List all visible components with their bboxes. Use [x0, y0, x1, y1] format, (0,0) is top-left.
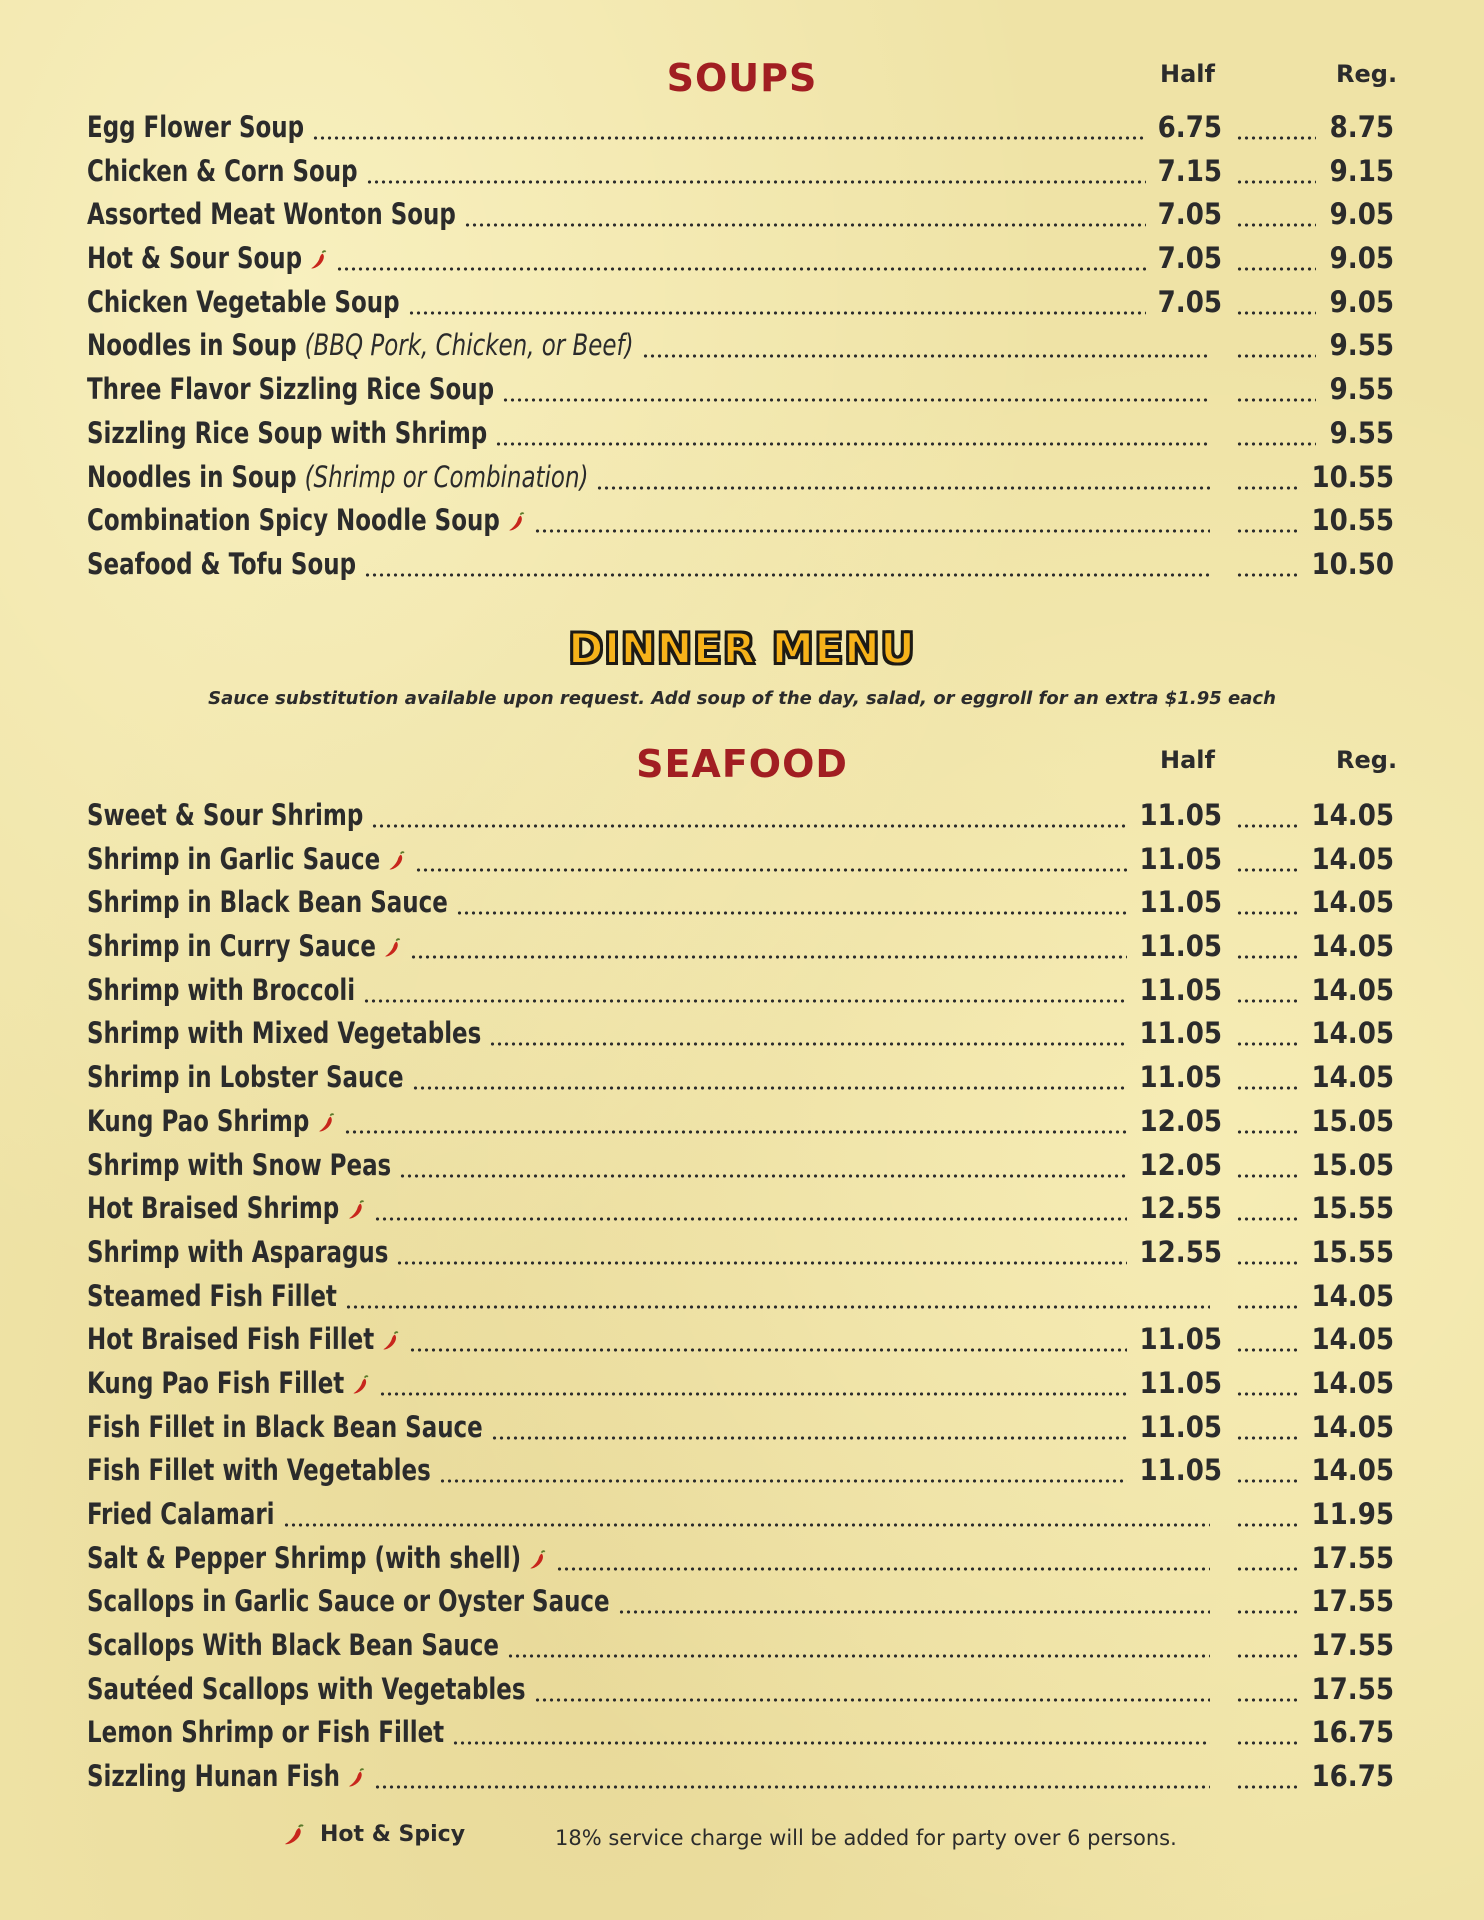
price-half: 7.05	[1157, 197, 1222, 232]
price-half: 12.05	[1139, 1103, 1222, 1138]
menu-item-name	[87, 1453, 431, 1487]
dot-leader	[596, 486, 1210, 490]
chili-pepper-icon	[381, 1330, 400, 1352]
soups-half-header: Half	[1160, 60, 1215, 88]
menu-item	[0, 412, 1484, 456]
menu-item-options: (Shrimp or Combination)	[304, 459, 589, 494]
seafood-title: SEAFOOD	[636, 742, 848, 786]
soups-title: SOUPS	[666, 56, 818, 100]
menu-item-title: Combination Spicy Noodle Soup	[87, 503, 500, 538]
menu-item	[0, 324, 1484, 368]
menu-item	[0, 1755, 1484, 1799]
price-reg: 14.05	[1311, 1278, 1394, 1313]
dot-leader	[1236, 311, 1316, 315]
price-reg: 14.05	[1311, 1322, 1394, 1357]
menu-item-title: Shrimp in Garlic Sauce	[87, 841, 381, 876]
price-half: 11.05	[1139, 1365, 1222, 1400]
menu-item	[0, 456, 1484, 500]
dot-leader	[439, 1479, 1128, 1483]
dot-leader	[1236, 180, 1316, 184]
chili-pepper-icon	[309, 249, 328, 271]
price-half: 12.55	[1139, 1234, 1222, 1269]
menu-item-title: Noodles in Soup	[87, 459, 297, 494]
menu-item-name	[87, 372, 494, 406]
dot-leader	[534, 1698, 1210, 1702]
menu-item	[0, 1318, 1484, 1362]
dot-leader	[1236, 223, 1316, 227]
dot-leader	[1236, 1610, 1297, 1614]
dot-leader	[495, 442, 1210, 446]
price-reg: 9.05	[1329, 197, 1394, 232]
price-reg: 14.05	[1311, 929, 1394, 964]
menu-item-title: Hot & Sour Soup	[87, 241, 303, 276]
menu-item	[0, 1406, 1484, 1450]
spicy-legend-label: Hot & Spicy	[320, 1822, 466, 1847]
menu-item-title: Lemon Shrimp or Fish Fillet	[87, 1715, 445, 1750]
menu-item	[0, 1362, 1484, 1406]
dot-leader	[1236, 1436, 1297, 1440]
dot-leader	[374, 1785, 1210, 1789]
dot-leader	[1236, 1217, 1297, 1221]
price-half: 11.05	[1139, 929, 1222, 964]
dot-leader	[1236, 1741, 1297, 1745]
dot-leader	[1236, 1567, 1297, 1571]
price-reg: 15.05	[1311, 1103, 1394, 1138]
menu-item-name	[87, 842, 407, 876]
price-reg: 10.55	[1311, 459, 1394, 494]
price-reg: 11.95	[1311, 1497, 1394, 1531]
menu-item-title: Steamed Fish Fillet	[87, 1278, 337, 1313]
menu-item	[0, 237, 1484, 281]
menu-item-name	[87, 1497, 275, 1531]
dot-leader	[409, 1348, 1128, 1352]
menu-item	[0, 1100, 1484, 1144]
menu-item-name	[87, 1279, 337, 1313]
dot-leader	[283, 1523, 1210, 1527]
dot-leader	[1236, 1479, 1297, 1483]
dot-leader	[345, 1305, 1210, 1309]
menu-item-title: Shrimp with Broccoli	[87, 972, 356, 1007]
menu-item	[0, 1275, 1484, 1319]
menu-item	[0, 1012, 1484, 1056]
dot-leader	[371, 824, 1127, 828]
dot-leader	[336, 267, 1145, 271]
menu-item	[0, 106, 1484, 150]
menu-item-name	[87, 460, 588, 494]
seafood-list	[0, 794, 1484, 1799]
menu-item	[0, 150, 1484, 194]
menu-item	[0, 881, 1484, 925]
dot-leader	[374, 1217, 1128, 1221]
dot-leader	[399, 1174, 1127, 1178]
price-reg: 9.05	[1329, 241, 1394, 276]
dot-leader	[364, 573, 1210, 577]
dot-leader	[1236, 1392, 1297, 1396]
dot-leader	[312, 136, 1146, 140]
price-reg: 14.05	[1311, 1016, 1394, 1051]
price-reg: 9.55	[1329, 372, 1394, 407]
chili-pepper-icon	[507, 511, 526, 533]
price-reg: 10.55	[1311, 503, 1394, 538]
menu-item-name	[87, 328, 634, 362]
menu-item-title: Assorted Meat Wonton Soup	[87, 197, 456, 232]
menu-item-name	[87, 547, 356, 581]
menu-item-title: Scallops With Black Bean Sauce	[87, 1628, 499, 1663]
menu-item	[0, 281, 1484, 325]
chili-pepper-icon	[383, 937, 402, 959]
menu-item-title: Kung Pao Shrimp	[87, 1103, 310, 1138]
service-charge-note: 18% service charge will be added for party over 6 persons.	[555, 1826, 1177, 1850]
menu-item	[0, 1187, 1484, 1231]
dot-leader	[456, 911, 1128, 915]
menu-item-name	[87, 1191, 366, 1225]
menu-item-name	[87, 154, 358, 188]
dot-leader	[556, 1567, 1210, 1571]
menu-item-name	[87, 929, 402, 963]
menu-item-title: Shrimp with Snow Peas	[87, 1147, 392, 1182]
price-reg: 15.55	[1311, 1234, 1394, 1269]
soups-reg-header: Reg.	[1336, 60, 1398, 88]
menu-item-title: Fish Fillet with Vegetables	[87, 1453, 431, 1488]
menu-item	[0, 499, 1484, 543]
dot-leader	[410, 955, 1127, 959]
dot-leader	[408, 311, 1146, 315]
dot-leader	[464, 223, 1146, 227]
menu-item-title: Hot Braised Shrimp	[87, 1191, 340, 1226]
menu-item-name	[87, 973, 355, 1007]
dot-leader	[396, 1261, 1127, 1265]
menu-item-name	[87, 503, 526, 537]
price-half: 7.05	[1157, 284, 1222, 319]
price-reg: 16.75	[1311, 1715, 1394, 1750]
menu-item-name	[87, 1016, 481, 1050]
menu-item-name	[87, 1148, 391, 1182]
dot-leader	[1236, 136, 1316, 140]
price-reg: 14.05	[1311, 798, 1394, 832]
dot-leader	[489, 1042, 1127, 1046]
menu-item-title: Fried Calamari	[87, 1497, 275, 1531]
menu-item	[0, 1231, 1484, 1275]
menu-item-title: Scallops in Garlic Sauce or Oyster Sauce	[87, 1584, 610, 1619]
menu-item	[0, 1624, 1484, 1668]
dot-leader	[379, 1392, 1128, 1396]
menu-item-name	[87, 1715, 444, 1749]
price-half: 11.05	[1139, 1016, 1222, 1051]
price-half: 7.15	[1157, 153, 1222, 188]
menu-item-title: Sizzling Rice Soup with Shrimp	[87, 415, 488, 450]
price-reg: 14.05	[1311, 972, 1394, 1007]
price-reg: 17.55	[1311, 1628, 1394, 1663]
dot-leader	[452, 1741, 1210, 1745]
price-reg: 9.55	[1329, 328, 1394, 363]
menu-item	[0, 1711, 1484, 1755]
dot-leader	[1236, 868, 1297, 872]
menu-item-title: Hot Braised Fish Fillet	[87, 1322, 375, 1357]
price-reg: 14.05	[1311, 885, 1394, 920]
price-half: 11.05	[1139, 1409, 1222, 1444]
menu-item-options: (BBQ Pork, Chicken, or Beef)	[304, 328, 634, 363]
menu-item-name	[87, 1584, 610, 1618]
menu-item-title: Shrimp in Black Bean Sauce	[87, 885, 448, 920]
menu-item-title: Three Flavor Sizzling Rice Soup	[87, 372, 494, 407]
menu-item	[0, 925, 1484, 969]
dot-leader	[1236, 486, 1297, 490]
menu-item-name	[87, 1366, 371, 1400]
dot-leader	[1236, 398, 1316, 402]
price-half: 12.05	[1139, 1147, 1222, 1182]
menu-item-title: Salt & Pepper Shrimp (with shell)	[87, 1540, 522, 1575]
menu-item-title: Shrimp in Lobster Sauce	[87, 1060, 404, 1095]
menu-item-name	[87, 285, 400, 319]
dinner-menu-title: DINNER MENU	[568, 624, 916, 673]
price-reg: 9.05	[1329, 284, 1394, 319]
price-half: 11.05	[1139, 841, 1222, 876]
menu-item-title: Fish Fillet in Black Bean Sauce	[87, 1409, 483, 1444]
price-half: 11.05	[1139, 798, 1222, 832]
dot-leader	[412, 1086, 1128, 1090]
price-half: 11.05	[1139, 1322, 1222, 1357]
dot-leader	[1236, 1698, 1297, 1702]
menu-item	[0, 1144, 1484, 1188]
dot-leader	[1236, 955, 1297, 959]
chili-pepper-icon	[347, 1767, 366, 1789]
menu-item-name	[87, 1628, 499, 1662]
price-reg: 10.50	[1311, 546, 1394, 581]
menu-item	[0, 1580, 1484, 1624]
dot-leader	[415, 868, 1128, 872]
menu-item-name	[87, 1235, 388, 1269]
dot-leader	[366, 180, 1146, 184]
menu-item	[0, 794, 1484, 838]
price-half: 11.05	[1139, 1453, 1222, 1488]
chili-pepper-icon	[346, 1199, 365, 1221]
menu-item	[0, 1449, 1484, 1493]
dot-leader	[1236, 1261, 1297, 1265]
dot-leader	[344, 1130, 1128, 1134]
dot-leader	[1236, 529, 1297, 533]
menu-item	[0, 193, 1484, 237]
seafood-half-header: Half	[1160, 746, 1215, 774]
menu-item	[0, 1493, 1484, 1537]
chili-pepper-icon	[387, 850, 406, 872]
menu-item-title: Shrimp with Mixed Vegetables	[87, 1016, 482, 1051]
menu-item-title: Sautéed Scallops with Vegetables	[87, 1671, 526, 1706]
dot-leader	[1236, 1523, 1297, 1527]
chili-pepper-icon	[316, 1112, 335, 1134]
price-half: 6.75	[1157, 110, 1222, 144]
price-half: 7.05	[1157, 241, 1222, 276]
dot-leader	[618, 1610, 1210, 1614]
menu-item	[0, 838, 1484, 882]
menu-item-name	[87, 197, 456, 231]
dot-leader	[1236, 573, 1297, 577]
dot-leader	[1236, 911, 1297, 915]
menu-item	[0, 368, 1484, 412]
menu-item	[0, 1668, 1484, 1712]
menu-item-name	[87, 1541, 548, 1575]
dot-leader	[1236, 1174, 1297, 1178]
soups-list	[0, 106, 1484, 587]
menu-item-title: Sizzling Hunan Fish	[87, 1759, 340, 1794]
menu-item-name	[87, 1322, 401, 1356]
menu-item-title: Sweet & Sour Shrimp	[87, 798, 364, 832]
price-half: 11.05	[1139, 885, 1222, 920]
menu-item-name	[87, 1672, 526, 1706]
menu-item-title: Seafood & Tofu Soup	[87, 546, 357, 581]
price-reg: 14.05	[1311, 1365, 1394, 1400]
dot-leader	[507, 1654, 1210, 1658]
price-half: 12.55	[1139, 1191, 1222, 1226]
spicy-legend	[282, 1822, 465, 1847]
price-reg: 16.75	[1311, 1759, 1394, 1794]
price-reg: 17.55	[1311, 1584, 1394, 1619]
menu-item-name	[87, 1104, 336, 1138]
dot-leader	[1236, 1654, 1297, 1658]
dot-leader	[1236, 1130, 1297, 1134]
price-reg: 17.55	[1311, 1540, 1394, 1575]
dot-leader	[1236, 354, 1316, 358]
menu-item	[0, 1056, 1484, 1100]
seafood-reg-header: Reg.	[1336, 746, 1398, 774]
price-reg: 9.55	[1329, 415, 1394, 450]
menu-item	[0, 543, 1484, 587]
price-reg: 15.05	[1311, 1147, 1394, 1182]
dinner-note: Sauce substitution available upon request. Add soup of the day, salad, or eggroll for an extra $1.95 each	[208, 688, 1276, 709]
menu-item-name	[87, 241, 328, 275]
chili-pepper-icon	[351, 1374, 370, 1396]
price-reg: 14.05	[1311, 1453, 1394, 1488]
menu-item-title: Chicken Vegetable Soup	[87, 284, 400, 319]
menu-item-title: Kung Pao Fish Fillet	[87, 1365, 345, 1400]
price-reg: 15.55	[1311, 1191, 1394, 1226]
price-half: 11.05	[1139, 1060, 1222, 1095]
seafood-header	[0, 742, 1484, 802]
chili-pepper-icon	[282, 1823, 306, 1847]
menu-item-name	[87, 1060, 404, 1094]
dot-leader	[1236, 999, 1297, 1003]
price-reg: 8.75	[1329, 110, 1394, 144]
dot-leader	[534, 529, 1210, 533]
menu-item-title: Shrimp with Asparagus	[87, 1234, 389, 1269]
menu-item-title: Shrimp in Curry Sauce	[87, 929, 376, 964]
dot-leader	[642, 354, 1210, 358]
menu-item-title: Chicken & Corn Soup	[87, 153, 358, 188]
menu-item-title: Egg Flower Soup	[87, 110, 305, 144]
dot-leader	[1236, 267, 1316, 271]
dot-leader	[1236, 1348, 1297, 1352]
menu-item-name	[87, 1759, 366, 1793]
dot-leader	[1236, 1785, 1297, 1789]
dot-leader	[1236, 1305, 1297, 1309]
menu-item	[0, 1537, 1484, 1581]
dot-leader	[1236, 1086, 1297, 1090]
price-reg: 14.05	[1311, 841, 1394, 876]
menu-item-name	[87, 416, 487, 450]
dot-leader	[1236, 442, 1316, 446]
dot-leader	[1236, 1042, 1297, 1046]
price-reg: 17.55	[1311, 1671, 1394, 1706]
menu-item-name	[87, 110, 304, 144]
menu-item-name	[87, 885, 448, 919]
dot-leader	[1236, 824, 1297, 828]
menu-item	[0, 969, 1484, 1013]
price-reg: 14.05	[1311, 1060, 1394, 1095]
dot-leader	[491, 1436, 1128, 1440]
price-reg: 14.05	[1311, 1409, 1394, 1444]
dot-leader	[363, 999, 1127, 1003]
dot-leader	[502, 398, 1210, 402]
price-half: 11.05	[1139, 972, 1222, 1007]
menu-item-name	[87, 798, 363, 832]
price-reg: 9.15	[1329, 153, 1394, 188]
chili-pepper-icon	[528, 1549, 547, 1571]
menu-item-name	[87, 1410, 483, 1444]
dinner-menu-banner	[0, 624, 1484, 673]
menu-item-title: Noodles in Soup	[87, 328, 297, 363]
